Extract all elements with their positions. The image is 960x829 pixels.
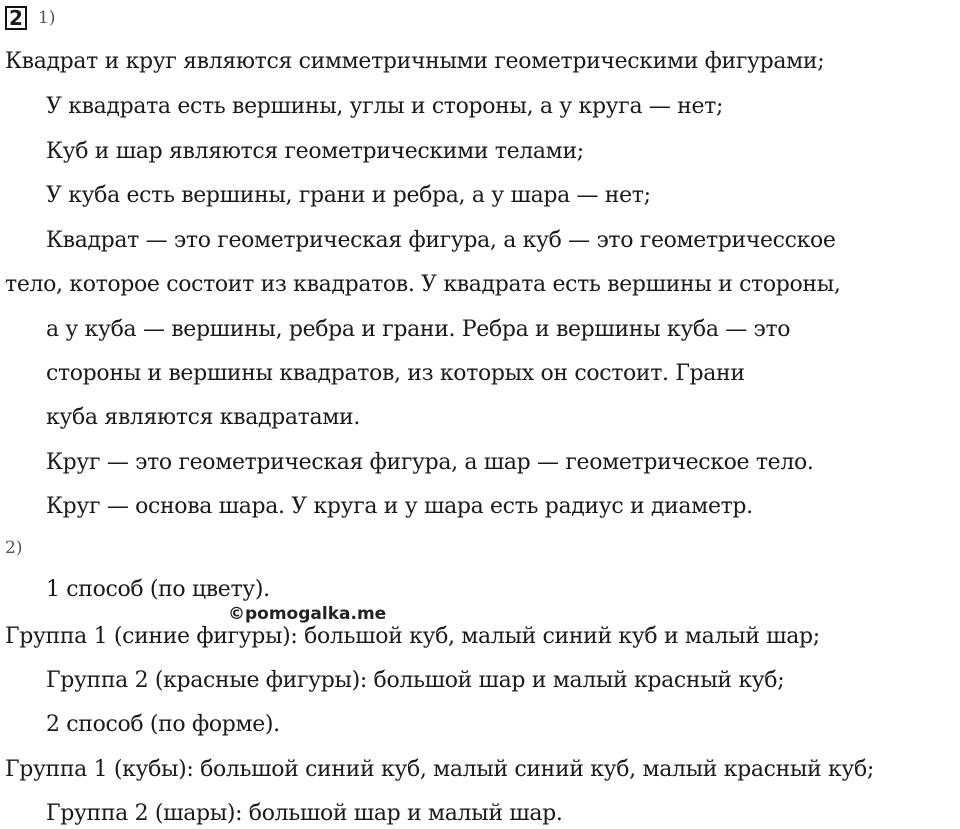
part-1-label: 1) (38, 8, 56, 28)
answer-line: тело, которое состоит из квадратов. У квадрата есть вершины и стороны, (5, 272, 841, 297)
answer-line: Квадрат и круг являются симметричными геометрическими фигурами; (5, 49, 825, 74)
answer-line: Круг — основа шара. У круга и у шара есть радиус и диаметр. (46, 494, 753, 519)
answer-line: куба являются квадратами. (46, 405, 360, 430)
answer-line: Круг — это геометрическая фигура, а шар — геометрическое тело. (46, 450, 814, 475)
answer-line: Группа 2 (красные фигуры): большой шар и малый красный куб; (46, 668, 785, 693)
answer-line: 2 способ (по форме). (46, 712, 280, 737)
answer-line: Группа 1 (синие фигуры): большой куб, малый синий куб и малый шар; (5, 624, 820, 649)
answer-line: У куба есть вершины, грани и ребра, а у шара — нет; (46, 183, 651, 208)
answer-line: У квадрата есть вершины, углы и стороны, а у круга — нет; (46, 94, 724, 119)
answer-line: а у куба — вершины, ребра и грани. Ребра и вершины куба — это (46, 317, 791, 342)
task-number-box: 2 (5, 6, 27, 30)
answer-line: Куб и шар являются геометрическими телами; (46, 139, 584, 164)
answer-line: стороны и вершины квадратов, из которых он состоит. Грани (46, 361, 745, 386)
part-2-label: 2) (5, 538, 23, 558)
watermark-text: ©pomogalka.me (228, 604, 387, 624)
answer-line: Группа 1 (кубы): большой синий куб, малый синий куб, малый красный куб; (5, 757, 874, 782)
answer-line: 1 способ (по цвету). (46, 577, 270, 602)
answer-line: Группа 2 (шары): большой шар и малый шар. (46, 801, 563, 826)
answer-line: Квадрат — это геометрическая фигура, а куб — это геометричесское (46, 228, 836, 253)
